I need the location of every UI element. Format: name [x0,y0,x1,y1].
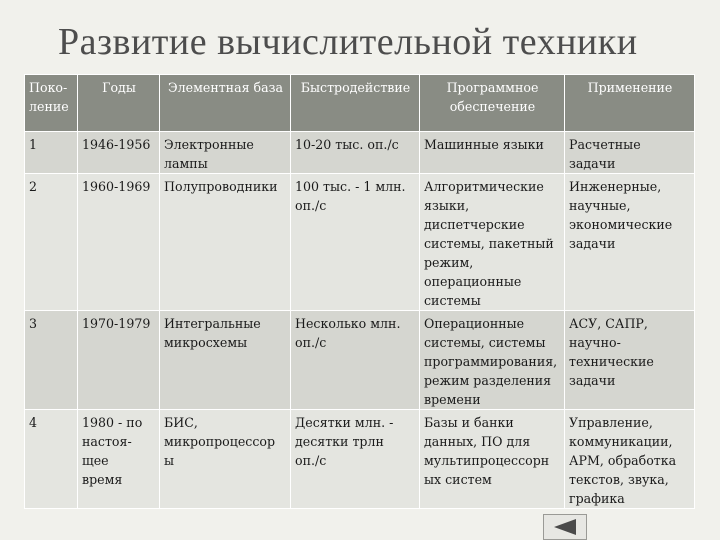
cell-software: Алгоритмические языки, диспетчерские системы, пакетный режим, операционные системы [420,174,565,311]
header-years: Годы [78,75,160,132]
cell-application: Инженерные, научные, экономические задачи [565,174,695,311]
cell-element-base: Электронные лампы [160,132,291,174]
table-header-row [25,75,695,132]
table-row [25,311,695,410]
cell-years: 1980 - по настоя- щее время [78,410,160,509]
decorative-mark [712,40,716,54]
table-row [25,132,695,174]
cell-software: Машинные языки [420,132,565,174]
cell-speed: Несколько млн. оп./с [291,311,420,410]
triangle-left-icon [550,518,580,536]
cell-generation: 2 [25,174,78,311]
cell-element-base: БИС, микропроцессор ы [160,410,291,509]
header-software: Программное обеспечение [420,75,565,132]
back-button[interactable] [543,514,587,540]
cell-generation: 1 [25,132,78,174]
cell-generation: 3 [25,311,78,410]
cell-software: Операционные системы, системы программирования, режим разделения времени [420,311,565,410]
cell-application: АСУ, САПР, научно- технические задачи [565,311,695,410]
generations-table [24,74,695,509]
header-speed: Быстродействие [291,75,420,132]
cell-application: Управление, коммуникации, АРМ, обработка текстов, звука, графика [565,410,695,509]
cell-speed: Десятки млн. - десятки трлн оп./с [291,410,420,509]
page-title: Развитие вычислительной техники [58,21,638,63]
cell-element-base: Полупроводники [160,174,291,311]
table-row [25,410,695,509]
cell-years: 1970-1979 [78,311,160,410]
cell-application: Расчетные задачи [565,132,695,174]
header-generation: Поко- ление [25,75,78,132]
cell-speed: 100 тыс. - 1 млн. оп./с [291,174,420,311]
table-row [25,174,695,311]
cell-software: Базы и банки данных, ПО для мультипроцессорн ых систем [420,410,565,509]
cell-speed: 10-20 тыс. оп./с [291,132,420,174]
header-element-base: Элементная база [160,75,291,132]
header-application: Применение [565,75,695,132]
cell-years: 1946-1956 [78,132,160,174]
cell-element-base: Интегральные микросхемы [160,311,291,410]
cell-generation: 4 [25,410,78,509]
cell-years: 1960-1969 [78,174,160,311]
